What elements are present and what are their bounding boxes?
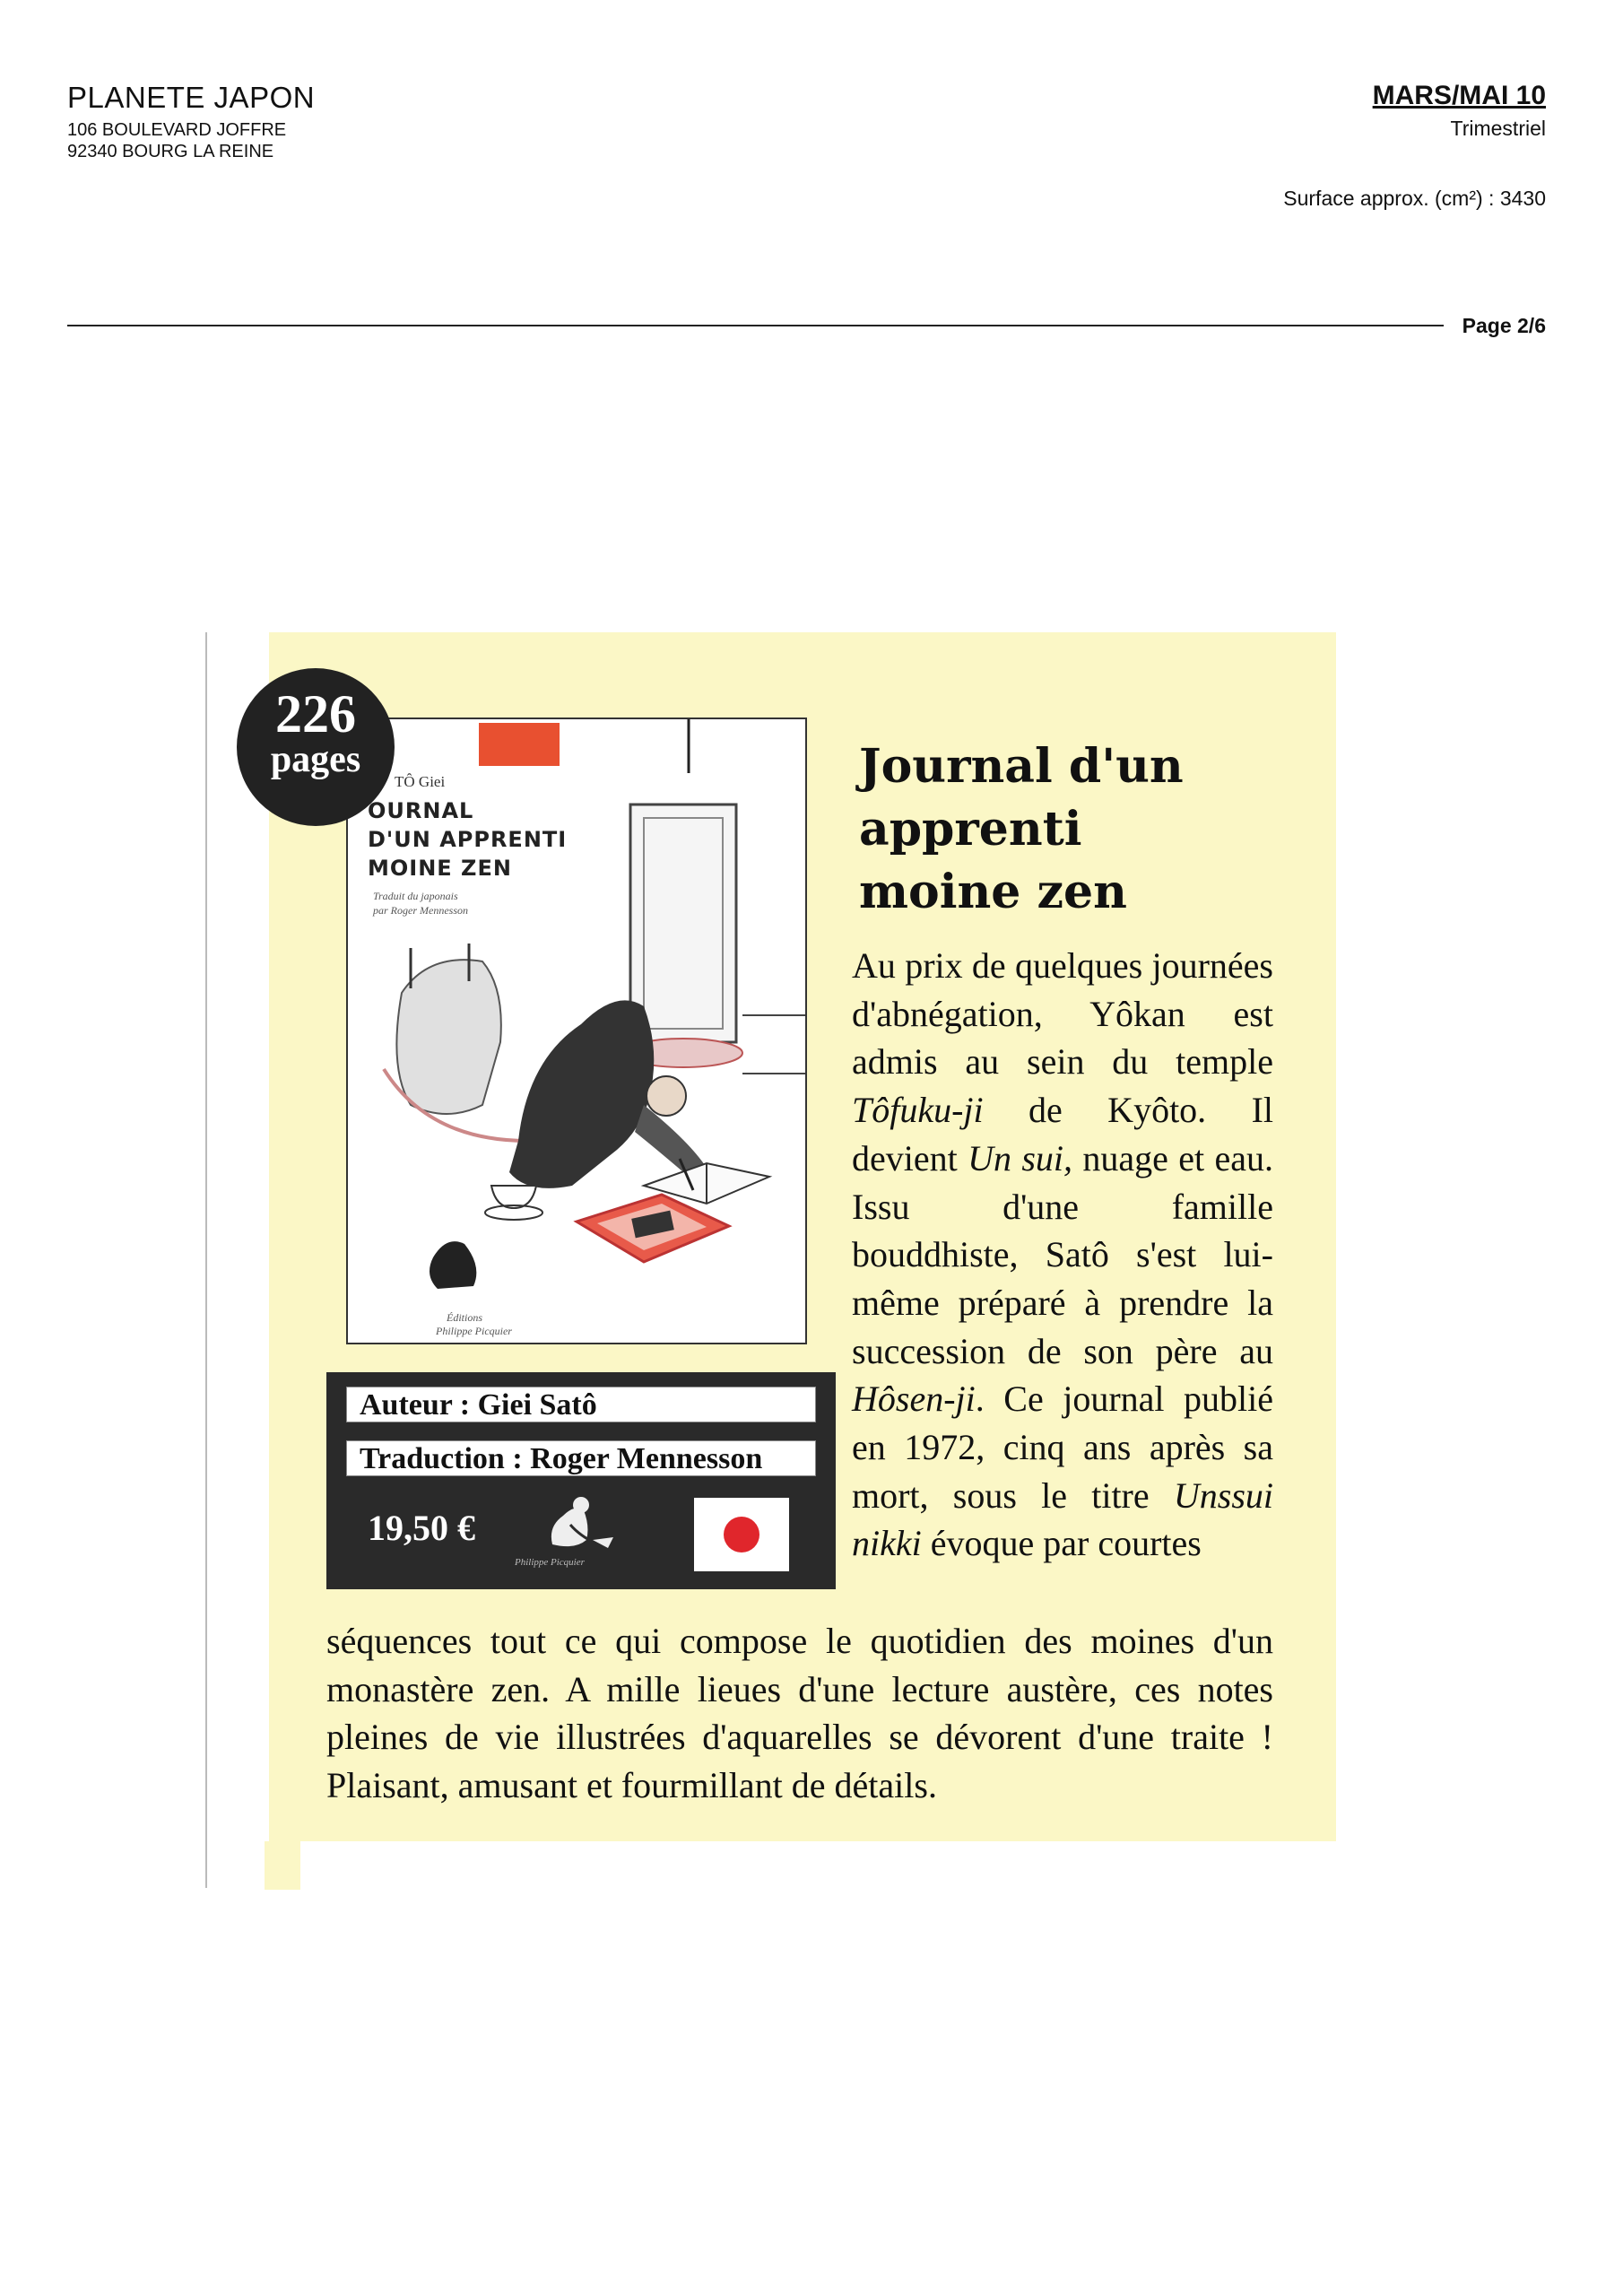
article-title-line-1: Journal d'un [859,739,1184,794]
cover-publisher-line-2: Philippe Picquier [436,1325,512,1337]
page-count-unit: pages [270,739,361,780]
page-count-badge [237,668,395,826]
cover-translated-line-1: Traduit du japonais [373,890,458,902]
publication-name: PLANETE JAPON [67,81,316,114]
article-title-line-2: apprenti [859,802,1082,857]
cover-illustration [348,719,805,1343]
flag-sun [724,1517,759,1552]
temple-name: Tôfuku-ji [852,1090,984,1131]
panel-strip [265,1841,300,1890]
page-count-number: 226 [275,684,356,744]
japan-flag [694,1498,789,1571]
article-title [859,735,1184,924]
address-line-1: 106 BOULEVARD JOFFRE [67,120,287,140]
issue-date: MARS/MAI 10 [1372,81,1546,110]
body-text: nuage et eau. Issu d'une famille bouddhiste, Satô s'est lui-même préparé à prendre la succession de son père au [852,1137,1273,1371]
page-number: Page 2/6 [1462,314,1546,337]
cover-publisher-line-1: Éditions [447,1311,483,1324]
term-unsui: Un sui, [968,1137,1073,1178]
price: 19,50 € [368,1508,475,1548]
cover-author: TÔ Giei [395,773,446,790]
author-field: Auteur : Giei Satô [346,1387,816,1422]
cover-translated-line-2: par Roger Mennesson [373,904,468,917]
translation-field: Traduction : Roger Mennesson [346,1440,816,1476]
frequency: Trimestriel [1450,117,1546,140]
cover-title-line-3: MOINE ZEN [368,856,512,881]
cover-title-line-1: OURNAL [368,798,474,823]
publisher-small-label: Philippe Picquier [515,1557,585,1568]
book-info-box [326,1372,836,1589]
body-text: Au prix de quelques journées d'abnégation, Yôkan est admis au sein du temple [852,945,1273,1083]
article-body-column [852,942,1273,1568]
surface-area: Surface approx. (cm²) : 3430 [1283,187,1546,210]
body-text: évoque par courtes [921,1523,1202,1564]
clipping-edge-line [205,632,207,1888]
address-line-2: 92340 BOURG LA REINE [67,142,274,161]
body-text: . Ce journal publié en 1972, cinq ans après sa mort, sous le titre [852,1378,1273,1516]
original-title: Unssui nikki [852,1474,1273,1564]
body-text: de Kyôto. Il devient [852,1090,1273,1178]
cover-title-line-2: D'UN APPRENTI [368,827,568,852]
article-title-line-3: moine zen [859,865,1127,919]
temple-name: Hôsen-ji [852,1378,976,1420]
header-rule [67,325,1444,326]
book-cover [346,718,807,1344]
publisher-logo-icon [543,1491,615,1555]
article-body-full-width: séquences tout ce qui compose le quotidien des moines d'un monastère zen. A mille lieues d'une lecture austère, ces notes pleines de vie illustrées d'aquarelles se dévorent d'une traite ! Plaisant, amusant et fourmillant de détails. [326,1621,1273,1806]
